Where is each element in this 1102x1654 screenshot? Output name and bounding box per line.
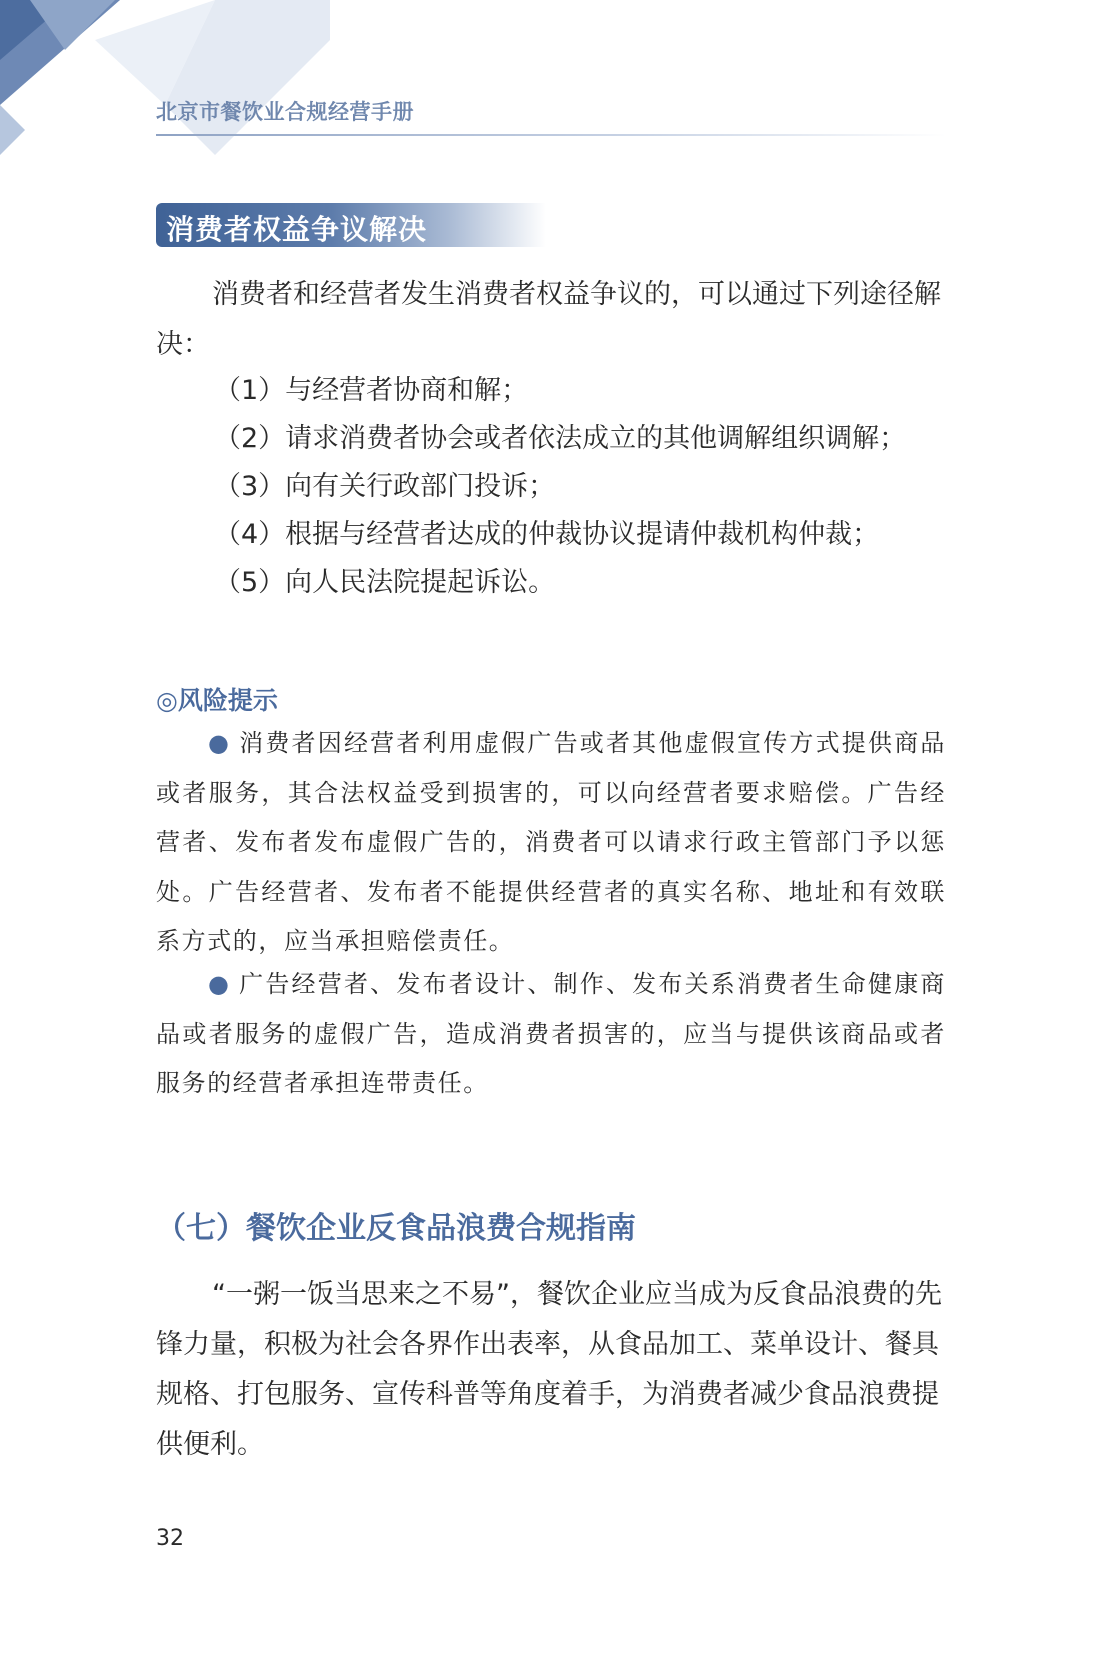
bullet-icon: ● (208, 970, 232, 998)
risk-paragraph-1 (156, 719, 946, 967)
corner-decoration (0, 0, 360, 170)
risk-warning-title: ◎风险提示 (156, 686, 278, 715)
risk-paragraph-1-text: 消费者因经营者利用虚假广告或者其他虚假宣传方式提供商品或者服务，其合法权益受到损害的，可以向经营者要求赔偿。广告经营者、发布者发布虚假广告的，消费者可以请求行政主管部门予以惩处。广告经营者、发布者不能提供经营者的真实名称、地址和有效联系方式的，应当承担赔偿责任。 (156, 729, 947, 955)
dispute-list-item-5: （5）向人民法院提起诉讼。 (214, 567, 556, 598)
section-intro-paragraph: 消费者和经营者发生消费者权益争议的，可以通过下列途径解决： (156, 279, 941, 360)
dispute-list-item-3: （3）向有关行政部门投诉； (214, 471, 556, 502)
risk-paragraph-2 (156, 960, 946, 1109)
header-divider (156, 134, 946, 136)
chapter-heading: （七）餐饮企业反食品浪费合规指南 (156, 1211, 636, 1246)
dispute-list-item-1: （1）与经营者协商和解； (214, 375, 529, 406)
bullet-icon: ● (208, 729, 232, 757)
chapter-paragraph: “一粥一饭当思来之不易”，餐饮企业应当成为反食品浪费的先锋力量，积极为社会各界作出表率，从食品加工、菜单设计、餐具规格、打包服务、宣传科普等角度着手，为消费者减少食品浪费提供便利。 (156, 1279, 942, 1460)
risk-paragraph-2-text: 广告经营者、发布者设计、制作、发布关系消费者生命健康商品或者服务的虚假广告，造成消费者损害的，应当与提供该商品或者服务的经营者承担连带责任。 (156, 970, 947, 1097)
section-title: 消费者权益争议解决 (166, 213, 428, 246)
dispute-list-item-4: （4）根据与经营者达成的仲裁协议提请仲裁机构仲裁； (214, 519, 880, 550)
running-header-title: 北京市餐饮业合规经营手册 (156, 100, 414, 124)
page-number: 32 (156, 1526, 184, 1551)
section-banner (156, 203, 546, 247)
dispute-list-item-2: （2）请求消费者协会或者依法成立的其他调解组织调解； (214, 423, 907, 454)
